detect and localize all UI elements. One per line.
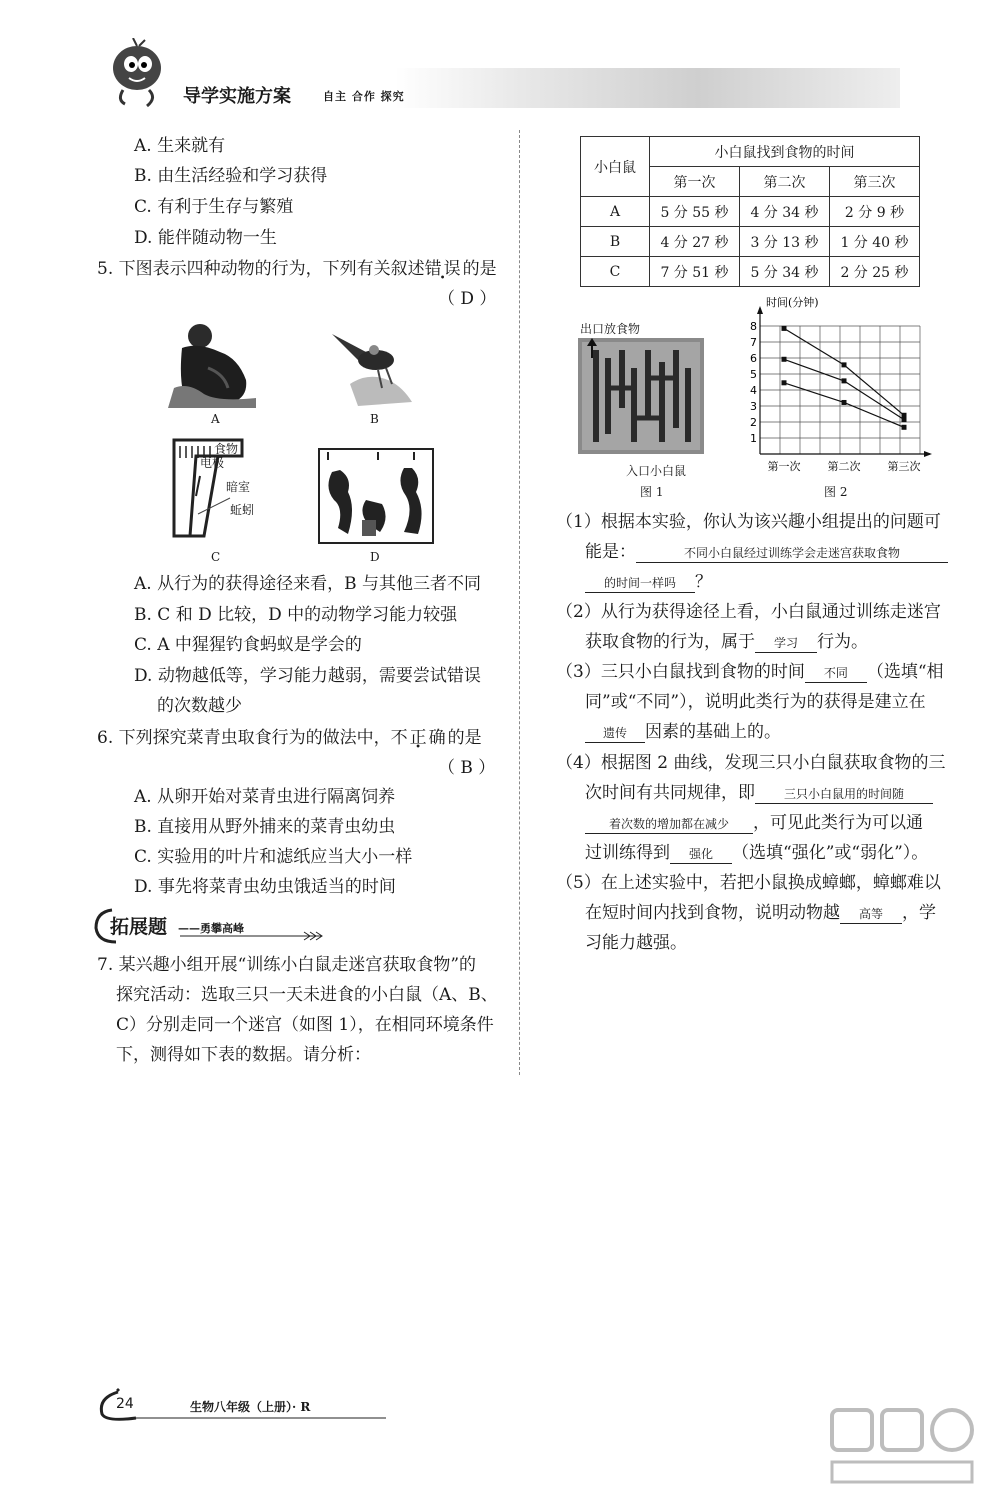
rq3-mid: （选填“相 [866, 662, 944, 682]
fig2-line-chart [738, 296, 938, 482]
table-row-name: A [581, 197, 650, 227]
table-cell: 5 分 34 秒 [740, 257, 830, 287]
table-row [581, 227, 920, 257]
rq1-line-b [585, 540, 948, 564]
maze-worm-label: 蚯蚓 [230, 503, 255, 517]
q6-stem-pre: 6. 下列探究菜青虫取食行为的做法中， [97, 728, 391, 748]
rq2-line-a: （2）从行为获得途径上看，小白鼠通过训练走迷宫 [556, 602, 941, 622]
q4-option-d: D. 能伴随动物一生 [134, 228, 277, 248]
rq5-line-c: 习能力越强。 [585, 933, 687, 953]
y-tick-label: 3 [750, 400, 757, 413]
rq5-prefix: 在短时间内找到食物，说明动物越 [585, 903, 840, 923]
q5-answer: （ D ） [438, 289, 497, 309]
header-title: 导学实施方案 [183, 86, 291, 107]
footer-book: 生物八年级（上册）· R [190, 1400, 311, 1414]
q6-option-d: D. 事先将菜青虫幼虫饿适当的时间 [134, 877, 396, 897]
q6-option-c: C. 实验用的叶片和滤纸应当大小一样 [134, 847, 413, 867]
q5-option-d-cont: 的次数越少 [157, 696, 242, 716]
q5-stem-post: 的是 [462, 259, 497, 279]
q5-stem [97, 257, 497, 281]
series-line [784, 359, 904, 419]
table-col-header: 第三次 [830, 167, 920, 197]
rq5-tail: ，学 [902, 903, 936, 923]
rq4-tail: （选填“强化”或“弱化”）。 [732, 843, 929, 863]
q7-line-4: 下，测得如下表的数据。请分析： [116, 1045, 371, 1065]
rq5-answer: 高等 [840, 905, 902, 924]
rq4-mid: ，可见此类行为可以通 [753, 813, 923, 833]
fig1-maze-photo [578, 338, 704, 454]
rq4-line-b [585, 781, 933, 805]
table-cell: 5 分 55 秒 [650, 197, 740, 227]
y-tick-label: 4 [750, 384, 757, 397]
rq5-line-b [585, 901, 936, 925]
table-row-name: B [581, 227, 650, 257]
q5-option-d: D. 动物越低等，学习能力越弱，需要尝试错误 [134, 666, 481, 686]
fig1-caption: 图 1 [640, 485, 664, 499]
rq3-tail: 因素的基础上的。 [645, 722, 781, 742]
rq1-answer-2: 的时间一样吗 [585, 574, 695, 593]
q5-stem-pre: 5. 下图表示四种动物的行为，下列有关叙述 [97, 259, 425, 279]
section-title: 拓展题 [110, 916, 168, 938]
table-row-name: C [581, 257, 650, 287]
rq2-line-b [585, 630, 868, 654]
data-point [842, 378, 847, 383]
q4-option-b: B. 由生活经验和学习获得 [134, 166, 328, 186]
q5-stem-emph: 错误 [424, 259, 463, 279]
fig2-caption: 图 2 [824, 485, 848, 499]
rq1-answer-1: 不同小白鼠经过训练学会走迷宫获取食物 [636, 544, 948, 563]
table-cell: 7 分 51 秒 [650, 257, 740, 287]
header-band [395, 68, 900, 108]
table-col-header: 第二次 [740, 167, 830, 197]
q5-option-c: C. A 中猩猩钓食蚂蚁是学会的 [134, 635, 362, 655]
rq1-prefix: 能是： [585, 542, 636, 562]
maze-dark-label: 暗室 [226, 480, 251, 494]
q7-line-2: 探究活动：选取三只一天未进食的小白鼠（A、B、 [116, 985, 498, 1005]
y-tick-label: 8 [750, 320, 757, 333]
q7-line-1: 7. 某兴趣小组开展“训练小白鼠走迷宫获取食物”的 [97, 955, 477, 975]
rq1-line-a: （1）根据本实验，你认为该兴趣小组提出的问题可 [556, 512, 941, 532]
q7-line-3: C）分别走同一个迷宫（如图 1），在相同环境条件 [116, 1015, 494, 1035]
table-cell: 3 分 13 秒 [740, 227, 830, 257]
table-corner: 小白鼠 [581, 137, 650, 197]
q5-option-b: B. C 和 D 比较，D 中的动物学习能力较强 [134, 605, 458, 625]
rq3-line-a [556, 660, 944, 684]
rq1-tail: ？ [695, 572, 712, 592]
maze-plate-label: 电极 [200, 456, 225, 470]
x-tick-label: 第二次 [827, 460, 861, 473]
header [95, 38, 905, 110]
rq3-prefix: （3）三只小白鼠找到食物的时间 [556, 662, 805, 682]
rq2-answer: 学习 [755, 634, 817, 653]
rq4-line-a: （4）根据图 2 曲线，发现三只小白鼠获取食物的三 [556, 753, 946, 773]
figure-a-label: A [211, 412, 220, 426]
table-group-header: 小白鼠找到食物的时间 [650, 137, 920, 167]
y-tick-label: 5 [750, 368, 757, 381]
table-cell: 2 分 25 秒 [830, 257, 920, 287]
rq2-tail: 行为。 [817, 632, 868, 652]
section-tag: ——勇攀高峰 [178, 922, 244, 935]
y-tick-label: 1 [750, 432, 757, 445]
figure-d-label: D [370, 550, 380, 564]
rq5-line-a: （5）在上述实验中，若把小鼠换成蟑螂，蟑螂难以 [556, 873, 941, 893]
header-subtitle: 自主 合作 探究 [323, 90, 405, 103]
data-point [782, 380, 787, 385]
rq3-line-c [585, 720, 781, 744]
figure-b-label: B [370, 412, 379, 426]
y-tick-label: 6 [750, 352, 757, 365]
section-header [92, 906, 332, 946]
data-point [902, 425, 907, 430]
figure-d-monkeys [318, 448, 434, 544]
data-point [902, 417, 907, 422]
table-col-header: 第一次 [650, 167, 740, 197]
q6-option-b: B. 直接用从野外捕来的菜青虫幼虫 [134, 817, 396, 837]
table-cell: 1 分 40 秒 [830, 227, 920, 257]
rq3-line-b: 同”或“不同”），说明此类行为的获得是建立在 [585, 692, 926, 712]
q4-option-c: C. 有利于生存与繁殖 [134, 197, 294, 217]
fig1-exit-label: 出口放食物 [580, 322, 641, 336]
data-point [782, 357, 787, 362]
rq3-answer-2: 遗传 [585, 724, 645, 743]
rq1-line-c [585, 570, 712, 594]
rq3-answer-1: 不同 [805, 664, 867, 683]
fig1-entry-label: 入口小白鼠 [626, 464, 687, 478]
rq4-line-c [585, 811, 923, 835]
column-divider [519, 130, 520, 1075]
table-cell: 4 分 34 秒 [740, 197, 830, 227]
data-point [782, 326, 787, 331]
table-cell: 2 分 9 秒 [830, 197, 920, 227]
figure-b-bird [328, 326, 420, 410]
table-row [581, 257, 920, 287]
data-point [902, 413, 907, 418]
table-row [581, 197, 920, 227]
rq2-prefix: 获取食物的行为，属于 [585, 632, 755, 652]
y-tick-label: 2 [750, 416, 757, 429]
q6-stem-post: 的是 [447, 728, 482, 748]
rq4-line-d [585, 841, 928, 865]
y-axis-arrow [757, 306, 763, 314]
maze-food-label: 食物 [214, 442, 239, 456]
y-axis-label: 时间(分钟) [766, 296, 819, 309]
x-axis-arrow [924, 451, 932, 457]
x-tick-label: 第三次 [887, 460, 921, 473]
q6-stem-emph: 不正确 [390, 728, 448, 748]
x-tick-label: 第一次 [767, 460, 801, 473]
series-line [784, 383, 904, 427]
watermark-icon [826, 1404, 980, 1488]
q6-option-a: A. 从卵开始对菜青虫进行隔离饲养 [134, 787, 396, 807]
rq4-prefix: 次时间有共同规律，即 [585, 783, 755, 803]
mascot-icon [103, 38, 173, 110]
data-point [842, 362, 847, 367]
q6-stem [97, 726, 482, 750]
figure-a-chimp [168, 318, 260, 408]
rq4-answer-1: 三只小白鼠用的时间随 [755, 785, 933, 804]
table-cell: 4 分 27 秒 [650, 227, 740, 257]
rq4-prefix-2: 过训练得到 [585, 843, 670, 863]
q4-option-a: A. 生来就有 [134, 136, 226, 156]
page-number: 24 [116, 1396, 134, 1412]
rq4-answer-2: 着次数的增加都在减少 [585, 815, 753, 834]
data-point [842, 400, 847, 405]
data-table [580, 136, 920, 287]
q6-answer: （ B ） [438, 758, 496, 778]
figure-c-label: C [211, 550, 221, 564]
watermark-logo [826, 1404, 980, 1488]
q5-option-a: A. 从行为的获得途径来看，B 与其他三者不同 [134, 574, 481, 594]
y-tick-label: 7 [750, 336, 757, 349]
rq4-answer-3: 强化 [670, 845, 732, 864]
